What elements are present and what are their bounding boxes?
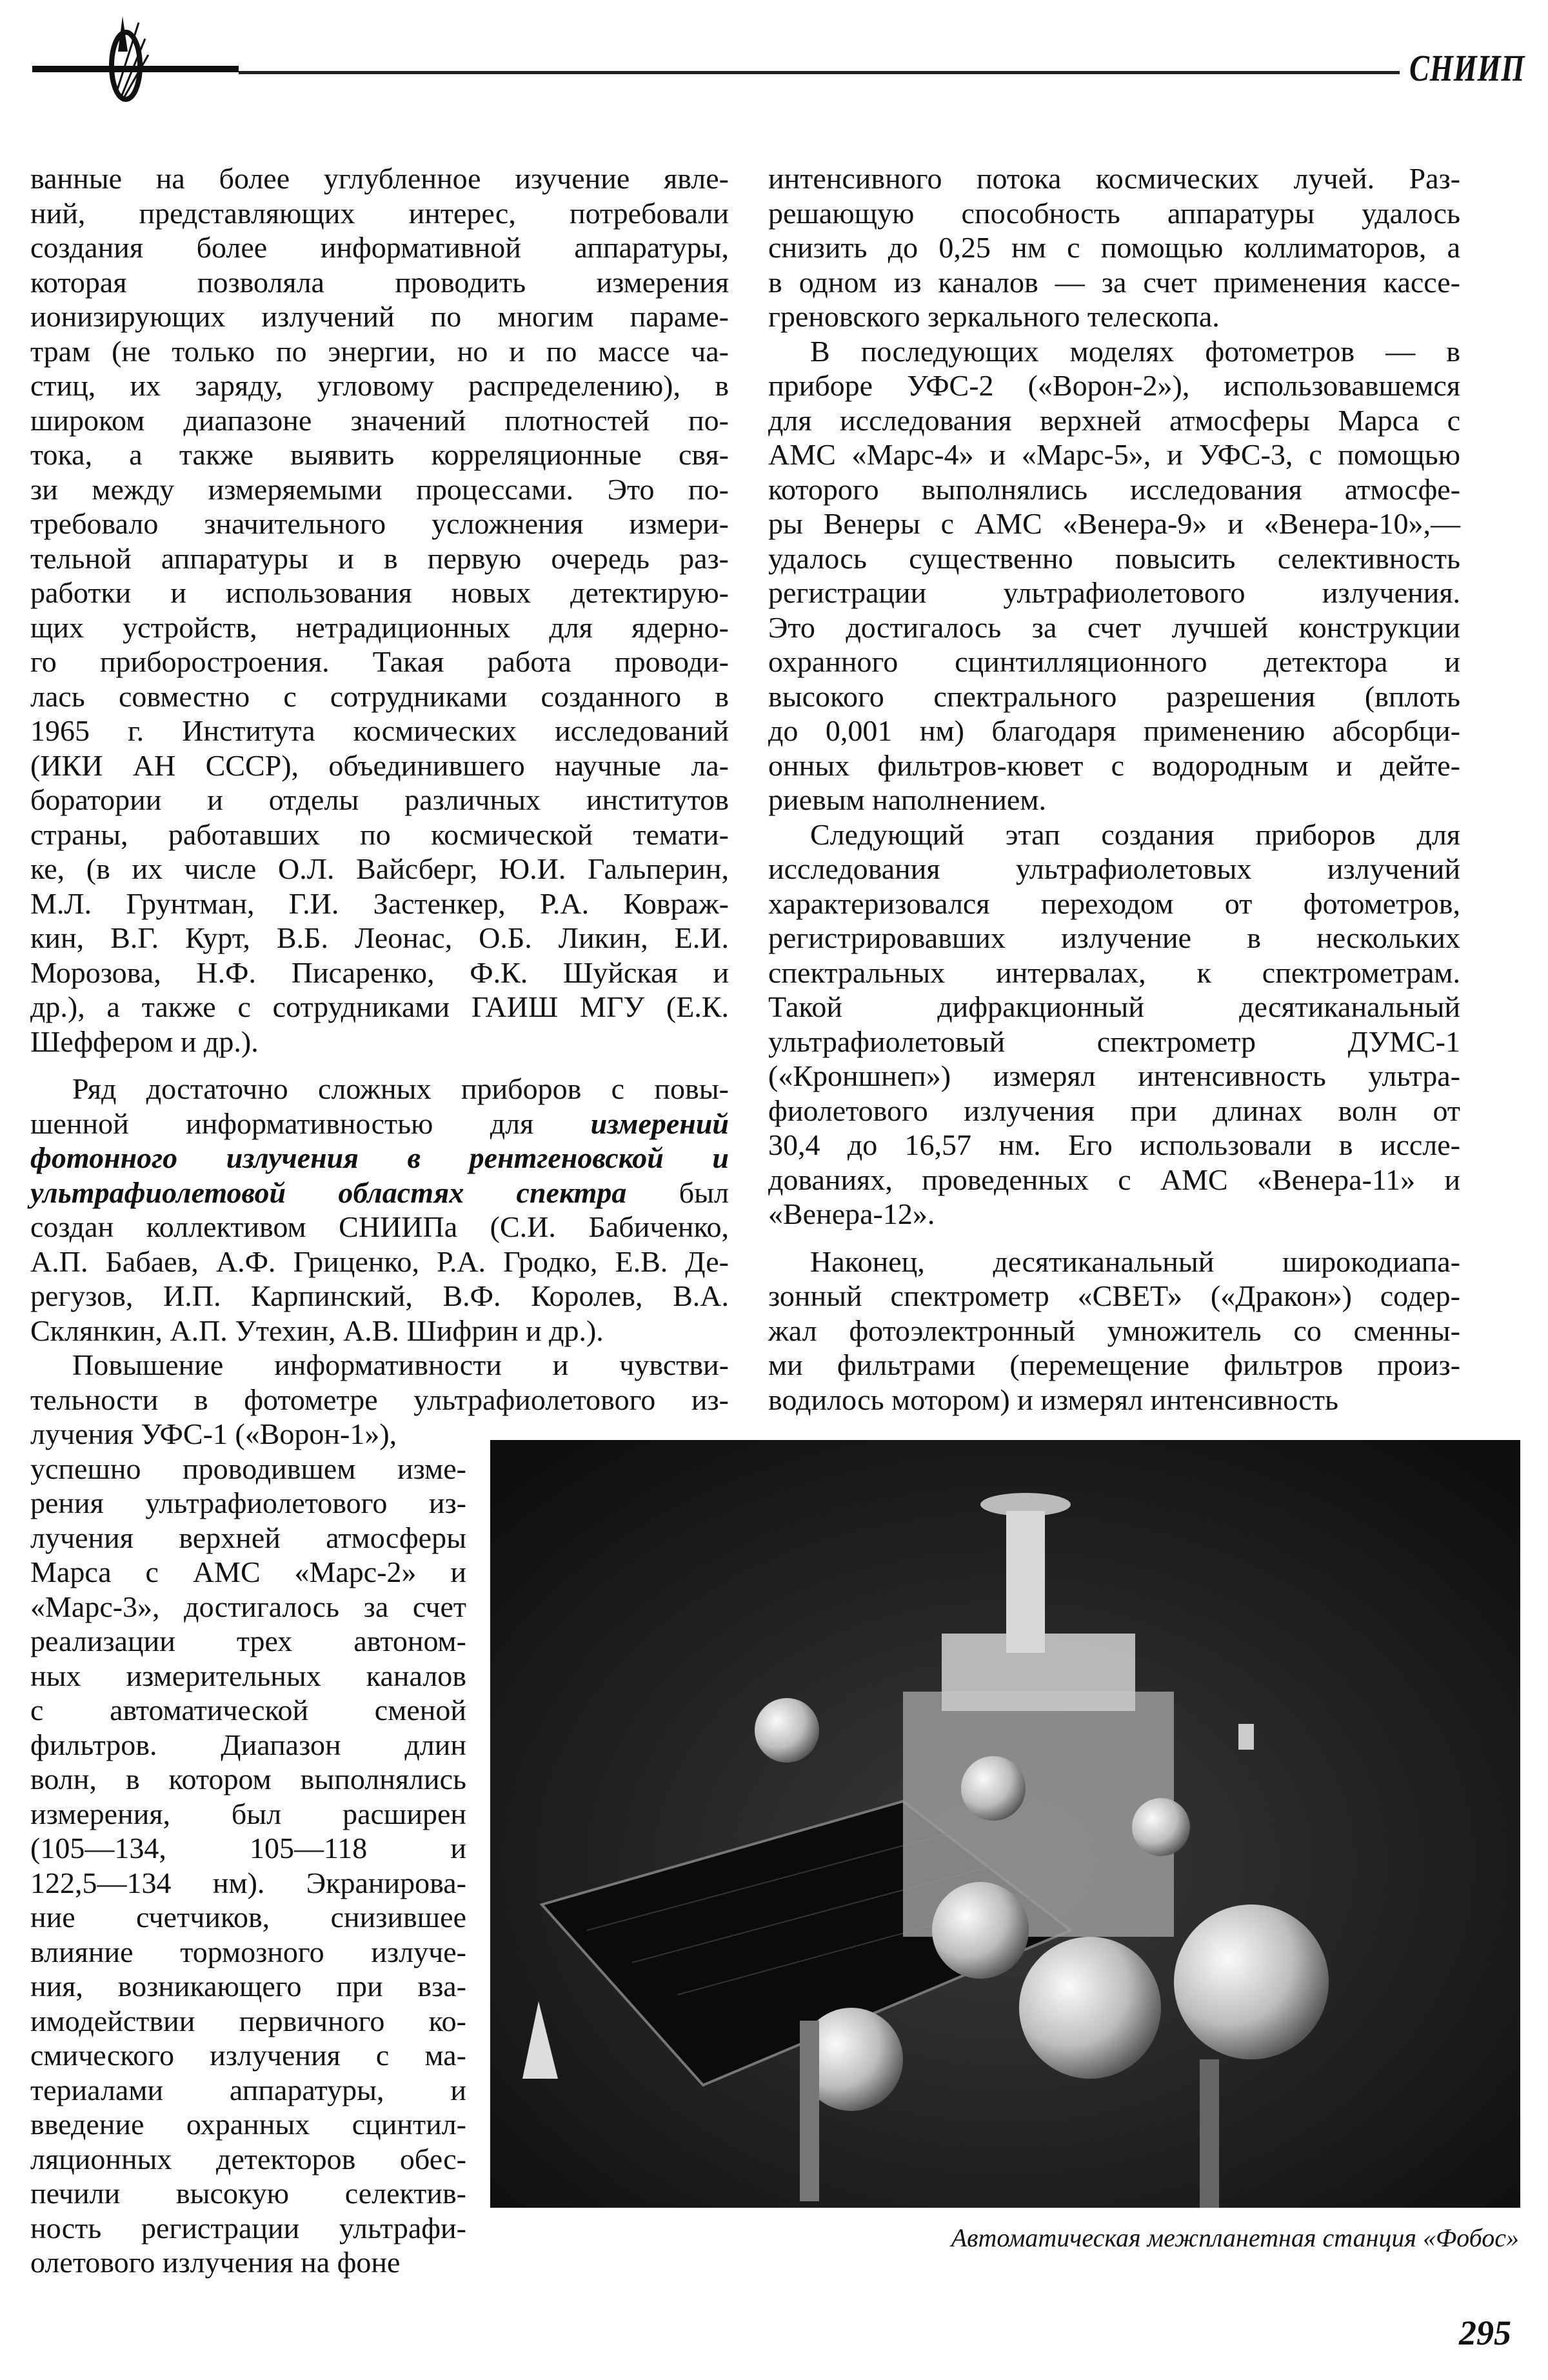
text-line: ных измерительных каналов xyxy=(30,1659,466,1692)
text-line: А.П. Бабаев, А.Ф. Гриценко, Р.А. Гродко, Е.В. Де- xyxy=(30,1245,729,1278)
text-line: исследования ультрафиолетовых излучений xyxy=(768,852,1460,885)
text-line: охранного сцинтилляционного детектора и xyxy=(768,645,1460,678)
text-line: смического излучения с ма- xyxy=(30,2039,466,2072)
text-line: с автоматической сменой xyxy=(30,1694,466,1726)
text-line: тельной аппаратуры и в первую очередь раз- xyxy=(30,541,729,575)
text-line: стиц, их заряду, угловому распределению), в xyxy=(30,369,729,402)
text-segment: шенной информативностью для xyxy=(30,1106,591,1140)
text-line: Это достигалось за счет лучшей конструкции xyxy=(768,610,1460,644)
text-line: фильтров. Диапазон длин xyxy=(30,1728,466,1761)
text-line: Морозова, Н.Ф. Писаренко, Ф.К. Шуйская и xyxy=(30,955,729,989)
right-column xyxy=(768,161,1460,1417)
text-line: ляционных детекторов обес- xyxy=(30,2142,466,2175)
text-line: высокого спектрального разрешения (вплоть xyxy=(768,679,1460,713)
text-line: щих устройств, нетрадиционных для ядерно- xyxy=(30,610,729,644)
text-line: «Марс-3», достигалось за счет xyxy=(30,1590,466,1623)
text-line: лась совместно с сотрудниками созданного в xyxy=(30,679,729,713)
text-line: регистрации ультрафиолетового излучения. xyxy=(768,576,1460,609)
text-line: ние счетчиков, снизившее xyxy=(30,1901,466,1934)
text-line: спектральных интервалах, к спектрометрам. xyxy=(768,955,1460,989)
text-line: трам (не только по энергии, но и по массе ча- xyxy=(30,334,729,368)
text-line: онных фильтров-кювет с водородным и дейте- xyxy=(768,748,1460,782)
text-line: ионизирующих излучений по многим параме- xyxy=(30,300,729,333)
text-line: влияние тормозного излуче- xyxy=(30,1935,466,1968)
text-line: измерения, был расширен xyxy=(30,1797,466,1830)
text-line: интенсивного потока космических лучей. Раз- xyxy=(768,162,1460,195)
text-line: (ИКИ АН СССР), объединившего научные ла- xyxy=(30,748,729,782)
text-line: лучения УФС-1 («Ворон-1»), xyxy=(30,1417,397,1450)
text-line: создан коллективом СНИИПа (С.И. Бабиченко, xyxy=(30,1210,729,1243)
text-line: 30,4 до 16,57 нм. Его использовали в иссле- xyxy=(768,1128,1460,1161)
text-line: тельности в фотометре ультрафиолетового из- xyxy=(30,1383,729,1416)
text-line: АМС «Марс-4» и «Марс-5», и УФС-3, с помощью xyxy=(768,438,1460,471)
text-line: волн, в котором выполнялись xyxy=(30,1763,466,1795)
text-line: (105—134, 105—118 и xyxy=(30,1832,466,1865)
text-line: ность регистрации ультрафи- xyxy=(30,2211,466,2245)
text-line: реализации трех автоном- xyxy=(30,1625,466,1657)
text-line: лучения верхней атмосферы xyxy=(30,1521,466,1554)
text-line: В последующих моделях фотометров — в xyxy=(810,334,1460,368)
emphasized-text: фотонного излучения в рентгеновской и xyxy=(30,1141,729,1174)
text-line: ванные на более углубленное изучение явле- xyxy=(30,162,729,195)
figure-caption: Автоматическая межпланетная станция «Фобос» xyxy=(951,2223,1519,2252)
text-line: создания более информативной аппаратуры, xyxy=(30,231,729,264)
text-line: успешно проводившем изме- xyxy=(30,1452,466,1485)
text-line: имодействии первичного ко- xyxy=(30,2004,466,2037)
phobos-station-photo xyxy=(490,1440,1520,2208)
text-line: регистрировавших излучение в нескольких xyxy=(768,921,1460,954)
page-number: 295 xyxy=(1459,2314,1511,2352)
text-line: снизить до 0,25 нм с помощью коллиматоров, а xyxy=(768,231,1460,264)
text-line: Ряд достаточно сложных приборов с повы- xyxy=(72,1072,729,1105)
text-line: в одном из каналов — за счет применения кассе- xyxy=(768,265,1460,299)
text-line: фиолетового излучения при длинах волн от xyxy=(768,1094,1460,1127)
paragraph xyxy=(768,1245,1460,1417)
text-line: удалось существенно повысить селективность xyxy=(768,541,1460,575)
text-line: широком диапазоне значений плотностей по- xyxy=(30,403,729,437)
text-line: Шеффером и др.). xyxy=(30,1025,259,1058)
paragraph xyxy=(30,1348,729,1452)
text-line: регузов, И.П. Карпинский, В.Ф. Королев, В.А. xyxy=(30,1279,729,1312)
text-line: печили высокую селектив- xyxy=(30,2177,466,2210)
text-line: ке, (в их числе О.Л. Вайсберг, Ю.И. Гальперин, xyxy=(30,852,729,885)
text-line: рения ультрафиолетового из- xyxy=(30,1486,466,1519)
text-line: 122,5—134 нм). Экранирова- xyxy=(30,1866,466,1899)
text-line: териалами аппаратуры, и xyxy=(30,2073,466,2106)
text-line: Марса с АМС «Марс-2» и xyxy=(30,1555,466,1588)
text-line: «Венера-12». xyxy=(768,1197,935,1230)
text-line: олетового излучения на фоне xyxy=(30,2246,401,2279)
text-line: характеризовался переходом от фотометров, xyxy=(768,886,1460,920)
text-line xyxy=(30,1175,729,1210)
running-title: СНИИП xyxy=(1409,47,1525,89)
paragraph xyxy=(30,161,729,1059)
text-line: Такой дифракционный десятиканальный xyxy=(768,990,1460,1023)
text-line: М.Л. Грунтман, Г.И. Застенкер, Р.А. Ковраж- xyxy=(30,886,729,920)
paragraph xyxy=(768,817,1460,1232)
text-line: страны, работавших по космической темати- xyxy=(30,817,729,851)
text-line: зонный спектрометр «СВЕТ» («Дракон») содер- xyxy=(768,1279,1460,1312)
emphasized-text: измерений xyxy=(590,1106,729,1140)
text-line: тока, а также выявить корреляционные свя- xyxy=(30,438,729,471)
text-line: дованиях, проведенных с АМС «Венера-11» и xyxy=(768,1163,1460,1196)
text-line: («Кроншнеп») измерял интенсивность ультра- xyxy=(768,1059,1460,1092)
text-line xyxy=(30,1141,729,1175)
paragraph xyxy=(768,161,1460,334)
text-line: водилось мотором) и измерял интенсивность xyxy=(768,1383,1338,1416)
text-line: которая позволяла проводить измерения xyxy=(30,265,729,299)
text-line: до 0,001 нм) благодаря применению абсорбци- xyxy=(768,714,1460,747)
text-line: кин, В.Г. Курт, В.Б. Леонас, О.Б. Ликин, Е.И. xyxy=(30,921,729,954)
paragraph xyxy=(768,334,1460,817)
text-line: Повышение информативности и чувстви- xyxy=(72,1348,729,1381)
text-line: го приборостроения. Такая работа проводи- xyxy=(30,645,729,678)
text-line: Склянкин, А.П. Утехин, А.В. Шифрин и др.). xyxy=(30,1314,604,1347)
header-rule xyxy=(239,71,1400,74)
text-line xyxy=(30,1106,729,1141)
text-line: требовало значительного усложнения измери- xyxy=(30,507,729,540)
text-line: для исследования верхней атмосферы Марса с xyxy=(768,403,1460,437)
text-line: зи между измеряемыми процессами. Это по- xyxy=(30,472,729,506)
publisher-logo xyxy=(26,13,239,103)
text-line: ний, представляющих интерес, потребовали xyxy=(30,196,729,230)
text-line: жал фотоэлектронный умножитель со сменны- xyxy=(768,1314,1460,1347)
text-line: др.), а также с сотрудниками ГАИШ МГУ (Е.К. xyxy=(30,990,729,1023)
emphasized-text: ультрафиолетовой областях спектра xyxy=(30,1175,627,1209)
text-line: ния, возникающего при вза- xyxy=(30,1970,466,2003)
text-line: риевым наполнением. xyxy=(768,783,1046,816)
text-segment: был xyxy=(626,1175,729,1209)
text-line: приборе УФС-2 («Ворон-2»), использовавшемся xyxy=(768,369,1460,402)
text-line: греновского зеркального телескопа. xyxy=(768,300,1220,333)
text-line: работки и использования новых детектирую- xyxy=(30,576,729,609)
text-line: ры Венеры с АМС «Венера-9» и «Венера-10»,— xyxy=(768,507,1460,540)
text-line: введение охранных сцинтил- xyxy=(30,2108,466,2141)
text-line: ультрафиолетовый спектрометр ДУМС-1 xyxy=(768,1025,1460,1058)
text-line: Наконец, десятиканальный широкодиапа- xyxy=(810,1245,1460,1278)
text-line: решающую способность аппаратуры удалось xyxy=(768,196,1460,230)
text-line: Следующий этап создания приборов для xyxy=(810,817,1460,851)
paragraph xyxy=(30,1072,729,1348)
text-line: 1965 г. Института космических исследований xyxy=(30,714,729,747)
text-line: которого выполнялись исследования атмосфе- xyxy=(768,472,1460,506)
left-column-narrow xyxy=(30,1452,466,2280)
text-line: боратории и отделы различных институтов xyxy=(30,783,729,816)
text-line: ми фильтрами (перемещение фильтров произ- xyxy=(768,1348,1460,1381)
